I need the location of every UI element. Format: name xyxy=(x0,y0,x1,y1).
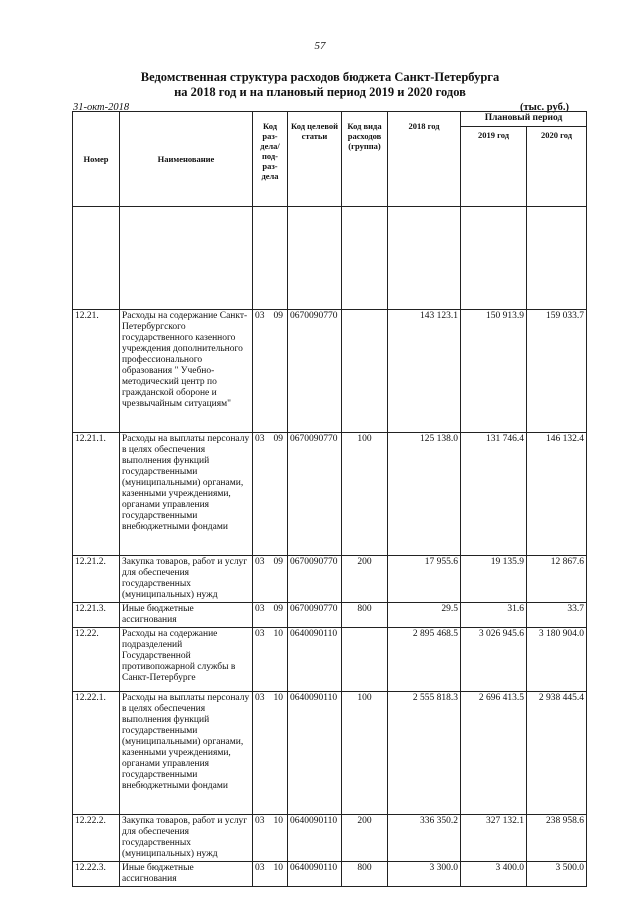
header-name: Наименование xyxy=(120,112,253,207)
row-name: Расходы на выплаты персоналу в целях обеспечения выполнения функций государственными (муниципальными) органами, казенными учреждениями, органами управления государственными внебюджетными фондами xyxy=(120,692,253,815)
row-section-code xyxy=(253,556,288,603)
row-section: 03 xyxy=(255,816,265,826)
row-name: Расходы на содержание подразделений Государственной противопожарной службы в Санкт-Петербурге xyxy=(120,628,253,692)
row-expense-type-code: 800 xyxy=(342,603,388,628)
header-target-code: Код целевой статьи xyxy=(288,112,342,207)
spacer-cell xyxy=(120,207,253,310)
header-year-2019: 2019 год xyxy=(461,127,527,207)
row-expense-type-code: 100 xyxy=(342,433,388,556)
page-number: 57 xyxy=(314,40,326,52)
row-section-code xyxy=(253,862,288,887)
table-row xyxy=(73,815,587,862)
row-section-code xyxy=(253,603,288,628)
row-expense-type-code: 800 xyxy=(342,862,388,887)
row-subsection: 10 xyxy=(273,863,283,873)
header-number: Номер xyxy=(73,112,120,207)
row-subsection: 09 xyxy=(273,557,283,567)
table-row xyxy=(73,628,587,692)
row-expense-type-code xyxy=(342,628,388,692)
row-value-2018: 125 138.0 xyxy=(388,433,461,556)
table-body xyxy=(73,310,587,887)
row-target-code: 0640090110 xyxy=(288,862,342,887)
table-row xyxy=(73,862,587,887)
row-value-2019: 3 400.0 xyxy=(461,862,527,887)
spacer-cell xyxy=(73,207,120,310)
row-expense-type-code: 100 xyxy=(342,692,388,815)
spacer-cell xyxy=(527,207,587,310)
row-name: Иные бюджетные ассигнования xyxy=(120,603,253,628)
row-value-2019: 150 913.9 xyxy=(461,310,527,433)
header-year-2018: 2018 год xyxy=(388,112,461,207)
row-value-2018: 143 123.1 xyxy=(388,310,461,433)
document-title-line-2: на 2018 год и на плановый период 2019 и 2020 годов xyxy=(174,85,466,99)
row-target-code: 0670090770 xyxy=(288,310,342,433)
row-target-code: 0640090110 xyxy=(288,815,342,862)
row-value-2018: 17 955.6 xyxy=(388,556,461,603)
units-label: (тыс. руб.) xyxy=(520,102,569,113)
row-value-2019: 31.6 xyxy=(461,603,527,628)
table-row xyxy=(73,310,587,433)
budget-table xyxy=(72,111,587,887)
header-planned-period: Плановый период xyxy=(461,112,587,127)
row-number: 12.22.3. xyxy=(73,862,120,887)
row-expense-type-code xyxy=(342,310,388,433)
row-value-2018: 336 350.2 xyxy=(388,815,461,862)
row-name: Закупка товаров, работ и услуг для обеспечения государственных (муниципальных) нужд xyxy=(120,815,253,862)
row-section-code xyxy=(253,310,288,433)
row-value-2018: 2 895 468.5 xyxy=(388,628,461,692)
table-header-spacer-row xyxy=(73,207,587,310)
row-section-code xyxy=(253,628,288,692)
table-header-row-1 xyxy=(73,112,587,127)
row-section: 03 xyxy=(255,311,265,321)
row-value-2020: 146 132.4 xyxy=(527,433,587,556)
row-value-2019: 19 135.9 xyxy=(461,556,527,603)
row-target-code: 0670090770 xyxy=(288,433,342,556)
row-name: Расходы на содержание Санкт-Петербургского государственного казенного учреждения дополнительного профессионального образования " Учебно-методический центр по гражданской обороне и чрезвычайным ситуациям" xyxy=(120,310,253,433)
row-number: 12.21. xyxy=(73,310,120,433)
spacer-cell xyxy=(461,207,527,310)
row-value-2019: 131 746.4 xyxy=(461,433,527,556)
spacer-cell xyxy=(288,207,342,310)
spacer-cell xyxy=(342,207,388,310)
row-expense-type-code: 200 xyxy=(342,556,388,603)
row-subsection: 10 xyxy=(273,629,283,639)
row-target-code: 0670090770 xyxy=(288,603,342,628)
document-date: 31-окт-2018 xyxy=(73,102,130,113)
row-number: 12.21.2. xyxy=(73,556,120,603)
row-subsection: 10 xyxy=(273,816,283,826)
row-name: Иные бюджетные ассигнования xyxy=(120,862,253,887)
row-value-2018: 29.5 xyxy=(388,603,461,628)
row-name: Закупка товаров, работ и услуг для обеспечения государственных (муниципальных) нужд xyxy=(120,556,253,603)
row-value-2018: 2 555 818.3 xyxy=(388,692,461,815)
row-value-2020: 3 180 904.0 xyxy=(527,628,587,692)
row-target-code: 0640090110 xyxy=(288,692,342,815)
row-section-code xyxy=(253,433,288,556)
table-row xyxy=(73,603,587,628)
header-section-code: Код раз-дела/ под-раз-дела xyxy=(253,112,288,207)
row-value-2020: 159 033.7 xyxy=(527,310,587,433)
table-row xyxy=(73,433,587,556)
row-name: Расходы на выплаты персоналу в целях обеспечения выполнения функций государственными (муниципальными) органами, казенными учреждениями, органами управления государственными внебюджетными фондами xyxy=(120,433,253,556)
row-subsection: 10 xyxy=(273,693,283,703)
row-expense-type-code: 200 xyxy=(342,815,388,862)
row-value-2020: 33.7 xyxy=(527,603,587,628)
row-value-2020: 238 958.6 xyxy=(527,815,587,862)
row-value-2020: 2 938 445.4 xyxy=(527,692,587,815)
table-row xyxy=(73,692,587,815)
row-subsection: 09 xyxy=(273,311,283,321)
row-value-2020: 3 500.0 xyxy=(527,862,587,887)
row-target-code: 0670090770 xyxy=(288,556,342,603)
row-value-2018: 3 300.0 xyxy=(388,862,461,887)
row-target-code: 0640090110 xyxy=(288,628,342,692)
row-value-2019: 2 696 413.5 xyxy=(461,692,527,815)
row-section: 03 xyxy=(255,629,265,639)
document-title-line-1: Ведомственная структура расходов бюджета Санкт-Петербурга xyxy=(140,70,500,84)
row-number: 12.22. xyxy=(73,628,120,692)
header-year-2020: 2020 год xyxy=(527,127,587,207)
row-section-code xyxy=(253,692,288,815)
document-title xyxy=(0,70,640,100)
row-value-2019: 3 026 945.6 xyxy=(461,628,527,692)
row-section: 03 xyxy=(255,434,265,444)
row-number: 12.21.3. xyxy=(73,603,120,628)
row-number: 12.22.1. xyxy=(73,692,120,815)
row-section: 03 xyxy=(255,693,265,703)
table-row xyxy=(73,556,587,603)
row-number: 12.22.2. xyxy=(73,815,120,862)
header-expense-type-code: Код вида расходов (группа) xyxy=(342,112,388,207)
row-subsection: 09 xyxy=(273,604,283,614)
row-value-2019: 327 132.1 xyxy=(461,815,527,862)
row-section-code xyxy=(253,815,288,862)
row-subsection: 09 xyxy=(273,434,283,444)
row-section: 03 xyxy=(255,863,265,873)
row-section: 03 xyxy=(255,604,265,614)
row-section: 03 xyxy=(255,557,265,567)
row-number: 12.21.1. xyxy=(73,433,120,556)
spacer-cell xyxy=(253,207,288,310)
spacer-cell xyxy=(388,207,461,310)
row-value-2020: 12 867.6 xyxy=(527,556,587,603)
